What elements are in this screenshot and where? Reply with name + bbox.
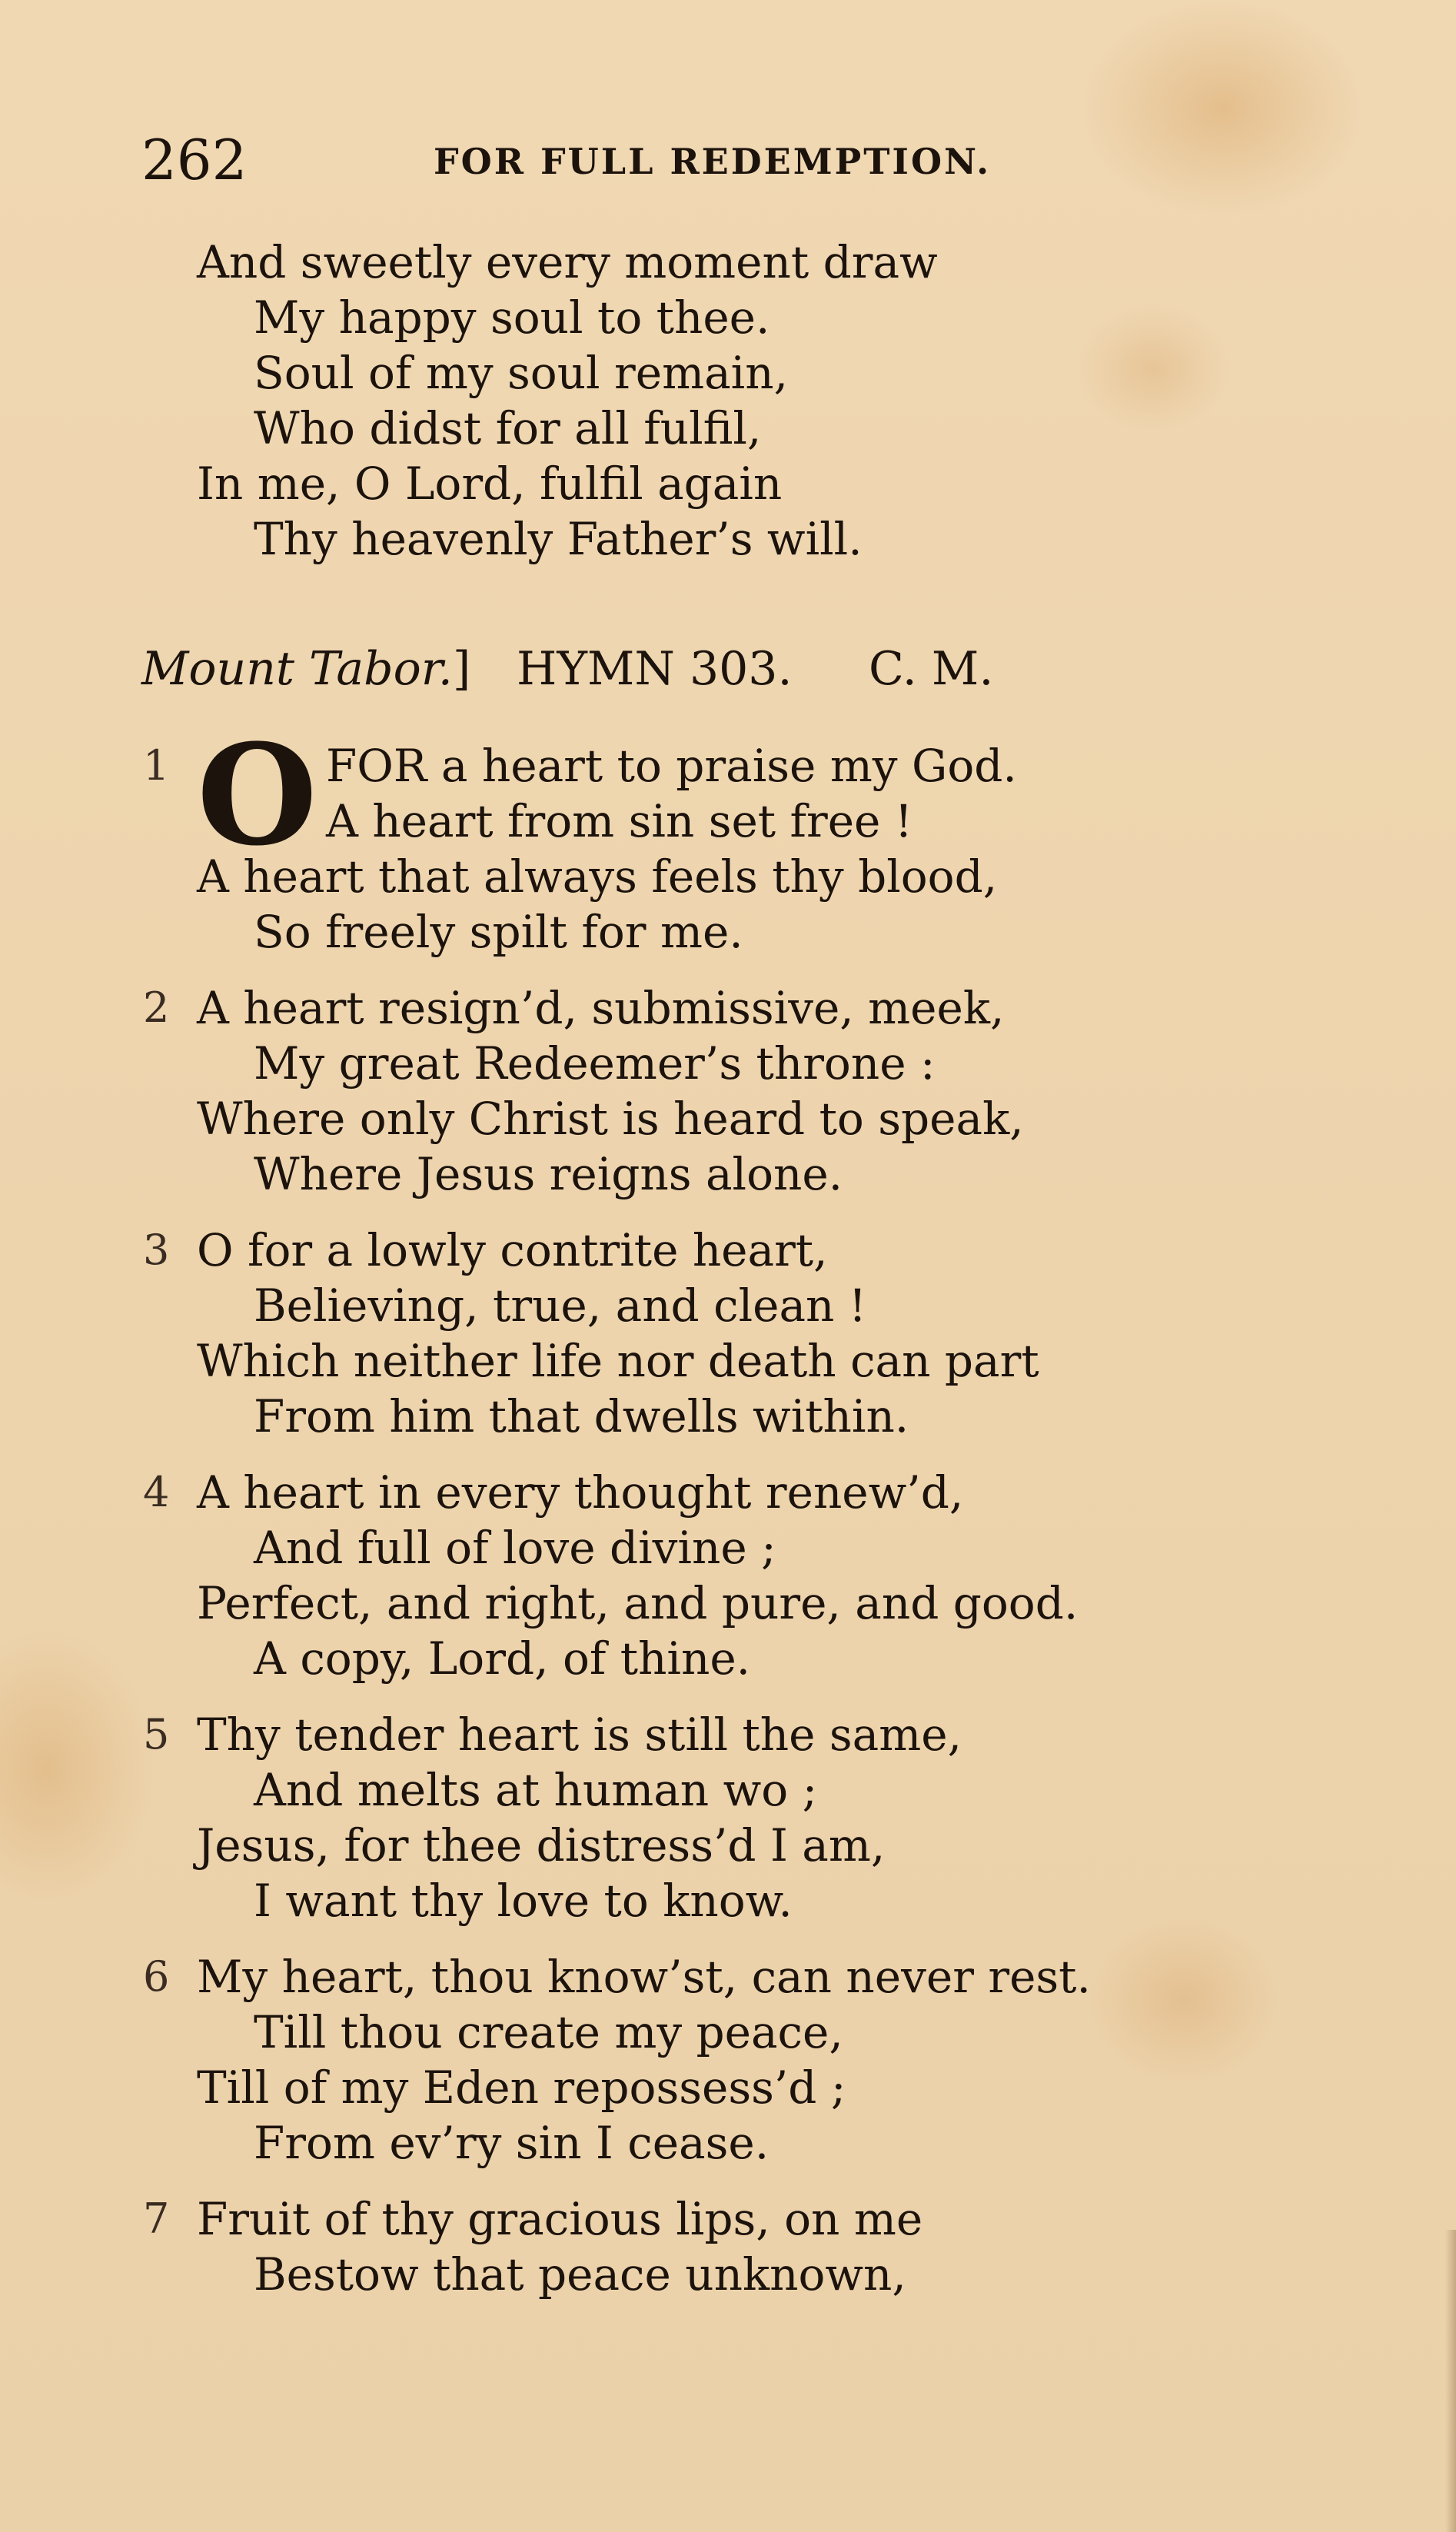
stanza-number: 7 — [143, 2194, 170, 2243]
verse-line: Where Jesus reigns alone. — [254, 1148, 843, 1200]
verse-line: Perfect, and right, and pure, and good. — [197, 1577, 1079, 1629]
verse-line: My great Redeemer’s throne : — [254, 1037, 936, 1090]
hymn-heading — [141, 638, 1026, 700]
stanza-number: 5 — [143, 1710, 170, 1758]
verse-line: And melts at human wo ; — [254, 1764, 818, 1816]
continuation-line: In me, O Lord, fulfil again — [197, 457, 783, 510]
verse-line: So freely spilt for me. — [254, 906, 743, 958]
verse-line: Jesus, for thee distress’d I am, — [197, 1819, 886, 1872]
verse-line: From him that dwells within. — [254, 1390, 909, 1442]
stanza-number: 1 — [143, 741, 170, 790]
stanza-number: 4 — [143, 1468, 170, 1516]
verse-line: A heart from sin set free ! — [326, 795, 913, 847]
page-edge-shadow — [1445, 2230, 1456, 2532]
verse-line: Where only Christ is heard to speak, — [197, 1093, 1024, 1145]
page-number: 262 — [141, 128, 248, 192]
verse-line: Till of my Eden repossess’d ; — [197, 2061, 846, 2114]
hymn-meter: C. M. — [869, 642, 994, 696]
verse-line: Till thou create my peace, — [254, 2006, 843, 2058]
verse-line: My heart, thou know’st, can never rest. — [197, 1951, 1091, 2003]
page-header — [141, 129, 1026, 191]
stanza-number: 2 — [143, 983, 170, 1032]
verse-line: Believing, true, and clean ! — [254, 1279, 867, 1332]
continuation-line: And sweetly every moment draw — [197, 236, 938, 288]
verse-line: A heart in every thought renew’d, — [197, 1466, 964, 1519]
verse-line: I want thy love to know. — [254, 1875, 793, 1927]
continuation-line: Soul of my soul remain, — [254, 347, 789, 399]
drop-cap: O — [197, 714, 317, 877]
tune-name: Mount Tabor. — [141, 642, 453, 696]
verse-line: Bestow that peace unknown, — [254, 2248, 906, 2301]
verse-line: And full of love divine ; — [254, 1522, 776, 1574]
verse-line: A heart that always feels thy blood, — [197, 850, 998, 903]
hymn-title: HYMN 303. — [517, 642, 793, 696]
verse-line: O for a lowly contrite heart, — [197, 1224, 828, 1276]
verse-line: Fruit of thy gracious lips, on me — [197, 2193, 923, 2245]
running-head: FOR FULL REDEMPTION. — [434, 141, 992, 182]
continuation-line: My happy soul to thee. — [254, 291, 770, 344]
stanza-number: 6 — [143, 1952, 170, 2001]
heading-bracket: ] — [452, 642, 471, 696]
continuation-line: Who didst for all fulfil, — [254, 402, 762, 454]
verse-line: Thy tender heart is still the same, — [197, 1709, 962, 1761]
verse-line: FOR a heart to praise my God. — [326, 740, 1017, 792]
verse-line: From ev’ry sin I cease. — [254, 2117, 770, 2169]
verse-line: A copy, Lord, of thine. — [254, 1632, 751, 1685]
stanza-number: 3 — [143, 1226, 170, 1274]
verse-line: Which neither life nor death can part — [197, 1335, 1039, 1387]
verse-line: A heart resign’d, submissive, meek, — [197, 982, 1005, 1034]
continuation-line: Thy heavenly Father’s will. — [254, 513, 863, 565]
